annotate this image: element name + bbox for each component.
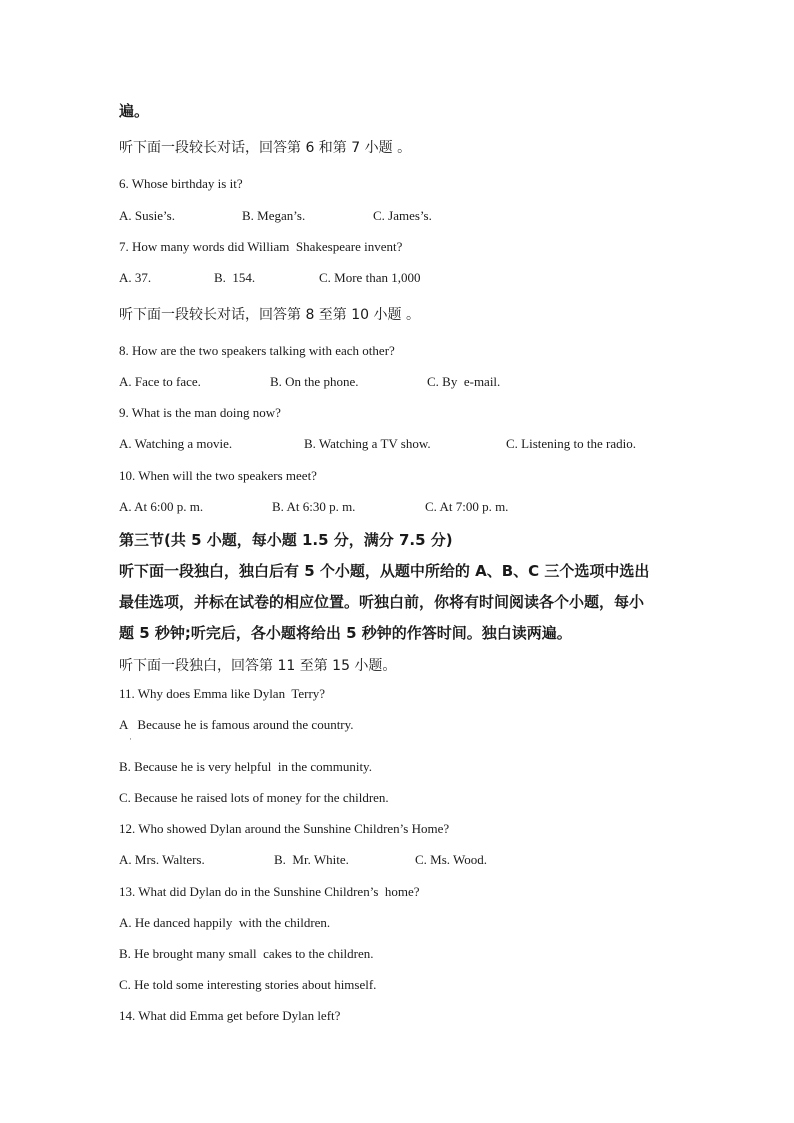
q9-option-c: C. Listening to the radio. bbox=[506, 436, 636, 451]
q13-option-c: C. He told some interesting stories about himself. bbox=[119, 977, 377, 992]
q8-option-c: C. By e-mail. bbox=[427, 374, 501, 389]
q13-option-a: A. He danced happily with the children. bbox=[119, 915, 331, 930]
previous-section-tail: 遍。 bbox=[119, 102, 150, 120]
question-7: 7. How many words did William Shakespeare invent? bbox=[119, 239, 403, 254]
q10-option-c: C. At 7:00 p. m. bbox=[425, 499, 509, 514]
q12-option-b: B. Mr. White. bbox=[274, 852, 349, 867]
q10-option-a: A. At 6:00 p. m. bbox=[119, 499, 204, 514]
section-intro-q8-10: 听下面一段较长对话，回答第 8 至第 10 小题 。 bbox=[119, 307, 420, 323]
question-11: 11. Why does Emma like Dylan Terry? bbox=[119, 686, 326, 701]
question-8: 8. How are the two speakers talking with each other? bbox=[119, 343, 395, 358]
q6-option-b: B. Megan’s. bbox=[242, 208, 306, 223]
q11-option-b: B. Because he is very helpful in the community. bbox=[119, 759, 372, 774]
q10-option-b: B. At 6:30 p. m. bbox=[272, 499, 356, 514]
q12-option-a: A. Mrs. Walters. bbox=[119, 852, 205, 867]
question-14: 14. What did Emma get before Dylan left? bbox=[119, 1008, 341, 1023]
q6-option-a: A. Susie’s. bbox=[119, 208, 175, 223]
q7-option-c: C. More than 1,000 bbox=[319, 270, 421, 285]
question-12: 12. Who showed Dylan around the Sunshine Children’s Home? bbox=[119, 821, 450, 836]
question-13: 13. What did Dylan do in the Sunshine Children’s home? bbox=[119, 884, 420, 899]
q12-option-c: C. Ms. Wood. bbox=[415, 852, 488, 867]
q13-option-b: B. He brought many small cakes to the children. bbox=[119, 946, 374, 961]
stray-dot-mark: · bbox=[129, 734, 132, 744]
part-3-instruction-line-1: 听下面一段独白，独白后有 5 个小题，从题中所给的 A、B、C 三个选项中选出 bbox=[119, 562, 650, 580]
question-10: 10. When will the two speakers meet? bbox=[119, 468, 317, 483]
q6-option-c: C. James’s. bbox=[373, 208, 432, 223]
part-3-instruction-line-3: 题 5 秒钟;听完后，各小题将给出 5 秒钟的作答时间。独白读两遍。 bbox=[119, 624, 572, 642]
q9-option-a: A. Watching a movie. bbox=[119, 436, 233, 451]
q11-option-a: A Because he is famous around the country. bbox=[119, 717, 354, 732]
q11-option-c: C. Because he raised lots of money for the children. bbox=[119, 790, 389, 805]
question-9: 9. What is the man doing now? bbox=[119, 405, 281, 420]
q8-option-b: B. On the phone. bbox=[270, 374, 359, 389]
q9-option-b: B. Watching a TV show. bbox=[304, 436, 431, 451]
question-6: 6. Whose birthday is it? bbox=[119, 176, 243, 191]
part-3-instruction-line-2: 最佳选项，并标在试卷的相应位置。听独白前，你将有时间阅读各个小题，每小 bbox=[119, 593, 645, 611]
q8-option-a: A. Face to face. bbox=[119, 374, 201, 389]
q7-option-b: B. 154. bbox=[214, 270, 256, 285]
section-intro-q11-15: 听下面一段独白，回答第 11 至第 15 小题。 bbox=[119, 658, 397, 674]
section-intro-q6-7: 听下面一段较长对话，回答第 6 和第 7 小题 。 bbox=[119, 140, 412, 156]
part-3-title: 第三节(共 5 小题，每小题 1.5 分，满分 7.5 分) bbox=[119, 531, 453, 549]
q7-option-a: A. 37. bbox=[119, 270, 152, 285]
